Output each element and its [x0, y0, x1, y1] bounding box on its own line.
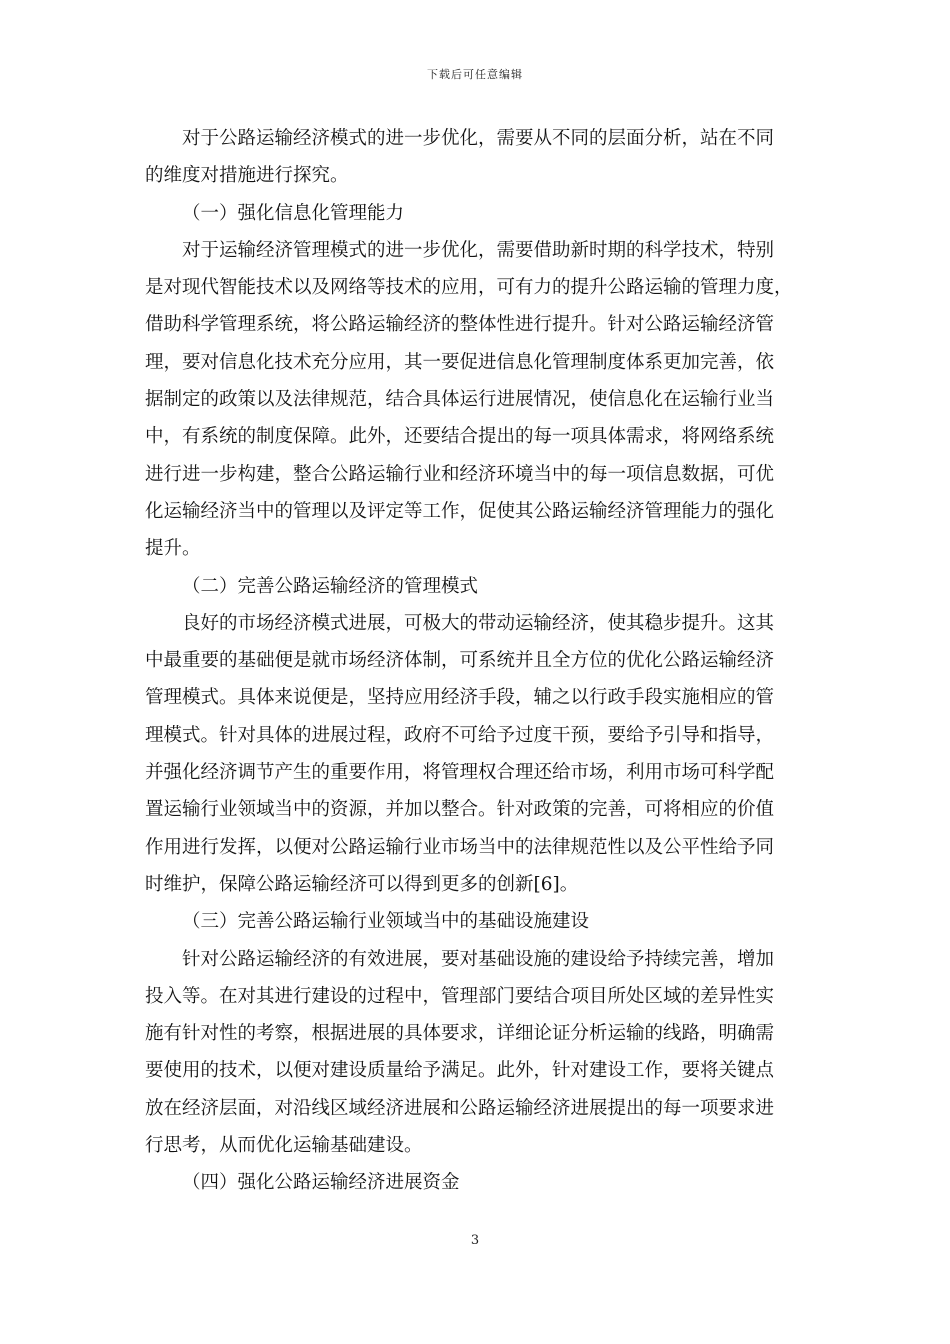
paragraph-line: 借助科学管理系统，将公路运输经济的整体性进行提升。针对公路运输经济管	[145, 314, 775, 336]
paragraph-line: 并强化经济调节产生的重要作用，将管理权合理还给市场，利用市场可科学配	[145, 762, 775, 784]
body-text	[145, 120, 813, 1202]
paragraph-line: 是对现代智能技术以及网络等技术的应用，可有力的提升公路运输的管理力度，	[145, 277, 793, 299]
paragraph-line: 据制定的政策以及法律规范，结合具体运行进展情况，使信息化在运输行业当	[145, 389, 775, 411]
paragraph-line: 提升。	[145, 538, 201, 560]
paragraph-line: 对于运输经济管理模式的进一步优化，需要借助新时期的科学技术，特别	[182, 239, 775, 261]
paragraph-line: 要使用的技术，以便对建设质量给予满足。此外，针对建设工作，要将关键点	[145, 1060, 775, 1082]
paragraph-line: 管理模式。具体来说便是，坚持应用经济手段，辅之以行政手段实施相应的管	[145, 687, 775, 709]
paragraph-line: 的维度对措施进行探究。	[145, 165, 349, 187]
paragraph-line: 理，要对信息化技术充分应用，其一要促进信息化管理制度体系更加完善，依	[145, 351, 775, 373]
paragraph-line: 对于公路运输经济模式的进一步优化，需要从不同的层面分析，站在不同	[182, 128, 775, 149]
paragraph-line: 行思考，从而优化运输基础建设。	[145, 1135, 423, 1157]
paragraph-line: 施有针对性的考察，根据进展的具体要求，详细论证分析运输的线路，明确需	[145, 1023, 775, 1045]
paragraph-line: 良好的市场经济模式进展，可极大的带动运输经济，使其稳步提升。这其	[182, 612, 775, 634]
paragraph-line: 放在经济层面，对沿线区域经济进展和公路运输经济进展提出的每一项要求进	[145, 1097, 775, 1119]
paragraph-line: 化运输经济当中的管理以及评定等工作，促使其公路运输经济管理能力的强化	[145, 500, 775, 522]
paragraph-line: 置运输行业领域当中的资源，并加以整合。针对政策的完善，可将相应的价值	[145, 799, 775, 821]
paragraph-line: 进行进一步构建，整合公路运输行业和经济环境当中的每一项信息数据，可优	[145, 463, 775, 485]
paragraph-line: 中，有系统的制度保障。此外，还要结合提出的每一项具体需求，将网络系统	[145, 426, 775, 448]
page-number: 3	[470, 1233, 480, 1248]
paragraph-line: 时维护，保障公路运输经济可以得到更多的创新[6]。	[145, 873, 579, 895]
section-heading: （四）强化公路运输经济进展资金	[182, 1172, 460, 1194]
section-heading: （三）完善公路运输行业领域当中的基础设施建设	[182, 911, 590, 933]
paragraph-line: 投入等。在对其进行建设的过程中，管理部门要结合项目所处区域的差异性实	[145, 985, 775, 1007]
paragraph-line: 作用进行发挥，以便对公路运输行业市场当中的法律规范性以及公平性给予同	[145, 836, 775, 858]
section-heading: （二）完善公路运输经济的管理模式	[182, 575, 479, 597]
page-header: 下载后可任意编辑	[427, 68, 523, 81]
paragraph-line: 针对公路运输经济的有效进展，要对基础设施的建设给予持续完善，增加	[182, 948, 775, 970]
section-heading: （一）强化信息化管理能力	[182, 202, 405, 224]
paragraph-line: 理模式。针对具体的进展过程，政府不可给予过度干预，要给予引导和指导，	[145, 724, 775, 746]
paragraph-line: 中最重要的基础便是就市场经济体制，可系统并且全方位的优化公路运输经济	[145, 650, 775, 672]
